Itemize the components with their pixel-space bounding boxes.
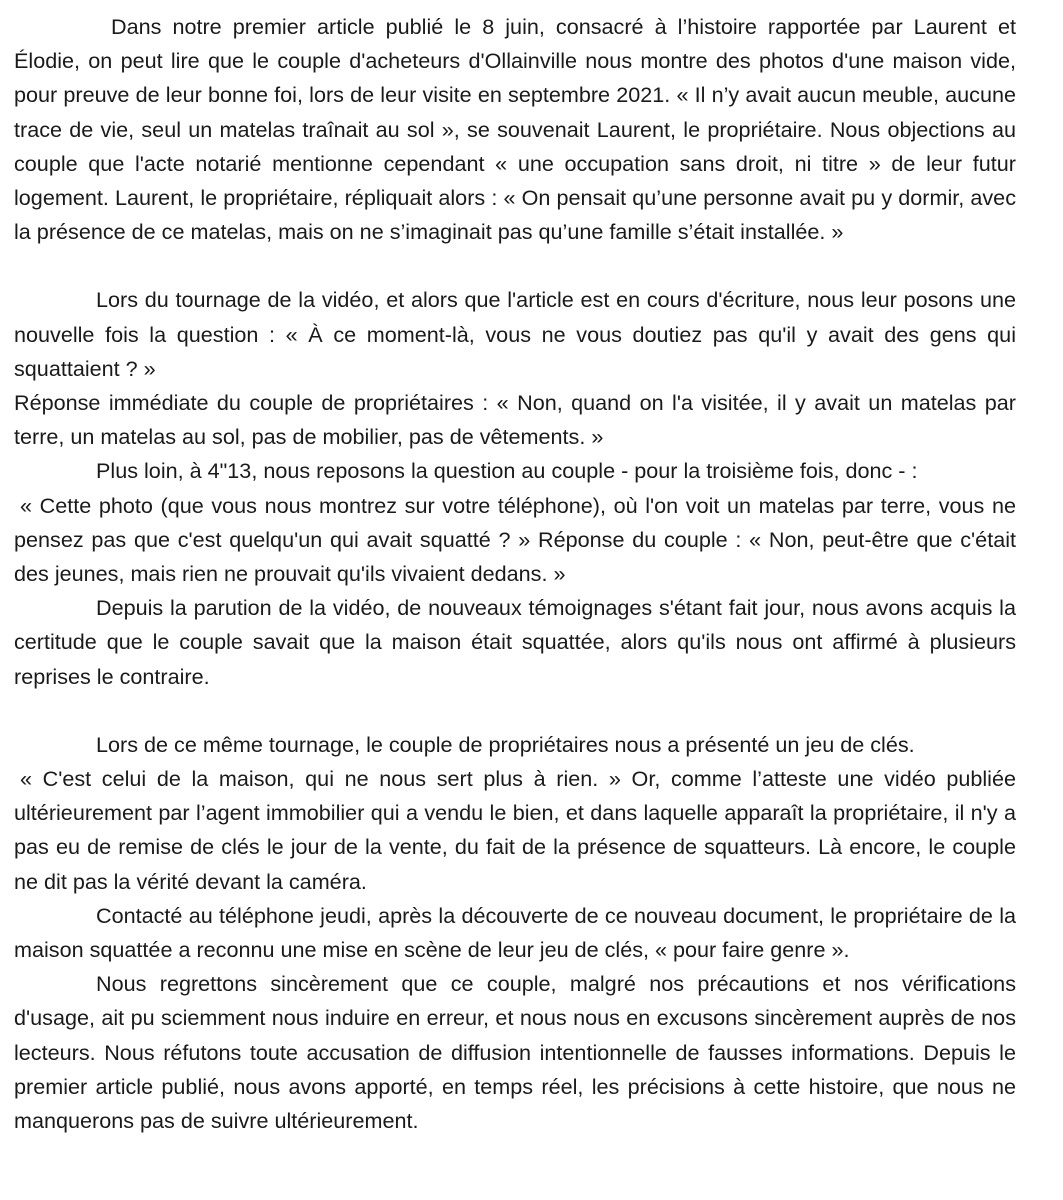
article-body (14, 10, 1016, 1138)
paragraph-phone-contact: Contacté au téléphone jeudi, après la découverte de ce nouveau document, le propriétaire de la maison squattée a reconnu une mise en scène de leur jeu de clés, « pour faire genre ». (14, 902, 1016, 963)
paragraph-keys-quote: « C'est celui de la maison, qui ne nous sert plus à rien. » Or, comme l’atteste une vidéo publiée ultérieurement par l’agent immobilier qui a vendu le bien, et dans laquelle apparaît la propriétaire, il n'y a pas eu de remise de clés le jour de la vente, du fait de la présence de squatteurs. Là encore, le couple ne dit pas la vérité devant la caméra. (14, 766, 1016, 894)
paragraph-filming-question: Lors du tournage de la vidéo, et alors que l'article est en cours d'écriture, nous leur posons une nouvelle fois la question : « À ce moment-là, vous ne vous doutiez pas qu'il y avait des gens qui squattaient ? » (14, 287, 1016, 381)
paragraph-first-article: Dans notre premier article publié le 8 juin, consacré à l’histoire rapportée par Laurent et Élodie, on peut lire que le couple d'acheteurs d'Ollainville nous montre des photos d'une maison vide, pour preuve de leur bonne foi, lors de leur visite en septembre 2021. « Il n’y avait aucun meuble, aucune trace de vie, seul un matelas traînait au sol », se souvenait Laurent, le propriétaire. Nous objections au couple que l'acte notarié mentionne cependant « une occupation sans droit, ni titre » de leur futur logement. Laurent, le propriétaire, répliquait alors : « On pensait qu’une personne avait pu y dormir, avec la présence de ce matelas, mais on ne s’imaginait pas qu’une famille s’était installée. » (14, 14, 1016, 245)
paragraph-apology: Nous regrettons sincèrement que ce couple, malgré nos précautions et nos vérifications d'usage, ait pu sciemment nous induire en erreur, et nous nous en excusons sincèrement auprès de nos lecteurs. Nous réfutons toute accusation de diffusion intentionnelle de fausses informations. Depuis le premier article publié, nous avons apporté, en temps réel, les précisions à cette histoire, que nous ne manquerons pas de suivre ultérieurement. (14, 971, 1016, 1134)
paragraph-keys-presented: Lors de ce même tournage, le couple de propriétaires nous a présenté un jeu de clés. (96, 731, 915, 757)
paragraph-new-testimonies: Depuis la parution de la vidéo, de nouveaux témoignages s'étant fait jour, nous avons acquis la certitude que le couple savait que la maison était squattée, alors qu'ils nous ont affirmé à plusieurs reprises le contraire. (14, 595, 1016, 689)
paragraph-photo-quote: « Cette photo (que vous nous montrez sur votre téléphone), où l'on voit un matelas par terre, vous ne pensez pas que c'est quelqu'un qui avait squatté ? » Réponse du couple : « Non, peut-être que c'était des jeunes, mais rien ne prouvait qu'ils vivaient dedans. » (14, 492, 1016, 587)
paragraph-third-question: Plus loin, à 4"13, nous reposons la question au couple - pour la troisième fois, donc - : (96, 458, 918, 484)
paragraph-owners-answer: Réponse immédiate du couple de propriétaires : « Non, quand on l'a visitée, il y avait un matelas par terre, un matelas au sol, pas de mobilier, pas de vêtements. » (14, 390, 1016, 450)
